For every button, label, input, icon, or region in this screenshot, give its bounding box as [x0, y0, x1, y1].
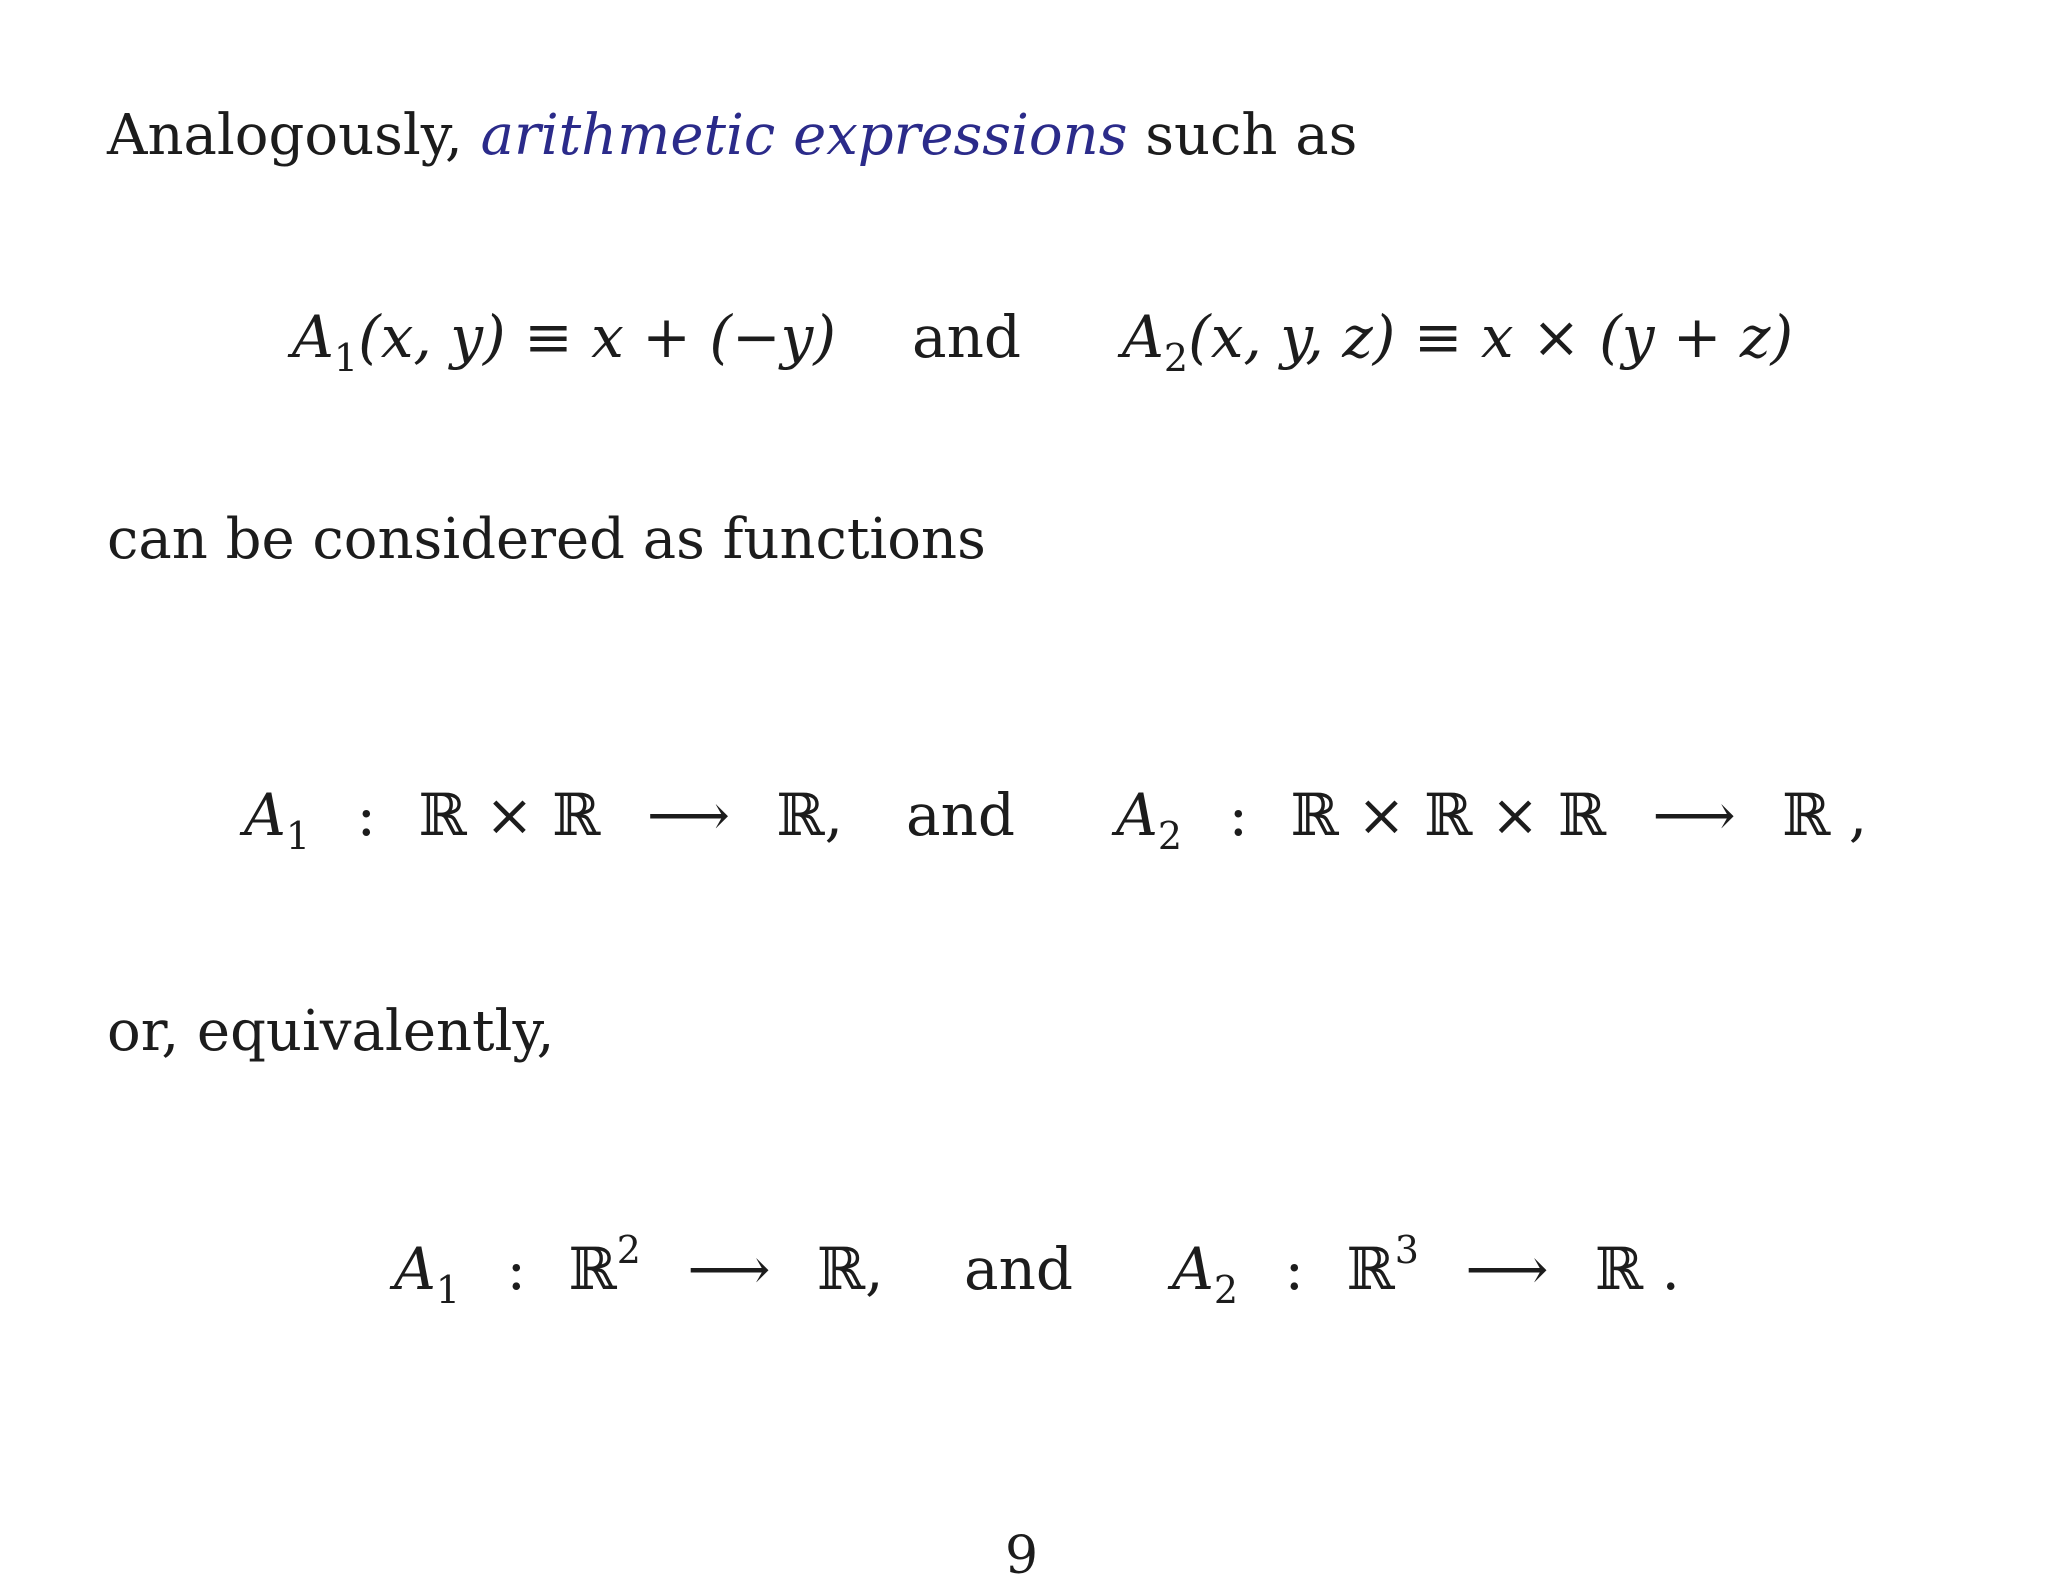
- domain-power: 2: [616, 1228, 641, 1272]
- domain-base: ℝ: [1346, 1235, 1395, 1303]
- emphasized-term: arithmetic expressions: [480, 103, 1128, 168]
- codomain: ℝ,: [776, 781, 844, 849]
- equation-a2-mapping: [1116, 781, 1868, 858]
- equivalently-sentence: or, equivalently,: [107, 999, 555, 1064]
- intro-sentence: [107, 103, 1358, 168]
- arrow: ⟶: [1465, 1235, 1549, 1303]
- function-name: A: [1116, 781, 1158, 849]
- equation-a1-power-mapping: [394, 1228, 884, 1312]
- codomain: ℝ .: [1594, 1235, 1680, 1303]
- equation-a2-definition: [1122, 303, 1794, 380]
- subscript: 1: [435, 1268, 461, 1312]
- arrow: ⟶: [687, 1235, 771, 1303]
- intro-text-end: such as: [1127, 103, 1358, 168]
- function-name: A: [1122, 303, 1164, 371]
- codomain: ℝ,: [816, 1235, 884, 1303]
- expression: (x, y) ≡ x + (−y): [358, 303, 836, 371]
- domain: ℝ × ℝ × ℝ: [1290, 781, 1607, 849]
- subscript: 2: [1213, 1268, 1239, 1312]
- subscript: 1: [285, 814, 311, 858]
- subscript: 2: [1163, 336, 1189, 380]
- equation-a2-power-mapping: [1172, 1228, 1680, 1312]
- equation-a1-mapping: [244, 781, 844, 858]
- codomain: ℝ ,: [1782, 781, 1868, 849]
- functions-sentence: can be considered as functions: [107, 507, 986, 572]
- page-number: 9: [1005, 1526, 1039, 1586]
- arrow: ⟶: [646, 781, 730, 849]
- colon: :: [506, 1235, 527, 1303]
- equation-a1-definition: [292, 303, 836, 380]
- colon: :: [1228, 781, 1249, 849]
- intro-text-start: Analogously,: [107, 103, 481, 168]
- function-name: A: [394, 1235, 436, 1303]
- conjunction-and: and: [912, 303, 1022, 371]
- subscript: 1: [333, 336, 359, 380]
- function-name: A: [1172, 1235, 1214, 1303]
- expression: (x, y, z) ≡ x × (y + z): [1188, 303, 1794, 371]
- conjunction-and: and: [906, 781, 1016, 849]
- domain-base: ℝ: [568, 1235, 617, 1303]
- function-name: A: [292, 303, 334, 371]
- subscript: 2: [1157, 814, 1183, 858]
- conjunction-and: and: [964, 1235, 1074, 1303]
- arrow: ⟶: [1652, 781, 1736, 849]
- colon: :: [1284, 1235, 1305, 1303]
- function-name: A: [244, 781, 286, 849]
- domain: ℝ × ℝ: [418, 781, 601, 849]
- colon: :: [356, 781, 377, 849]
- domain-power: 3: [1394, 1228, 1419, 1272]
